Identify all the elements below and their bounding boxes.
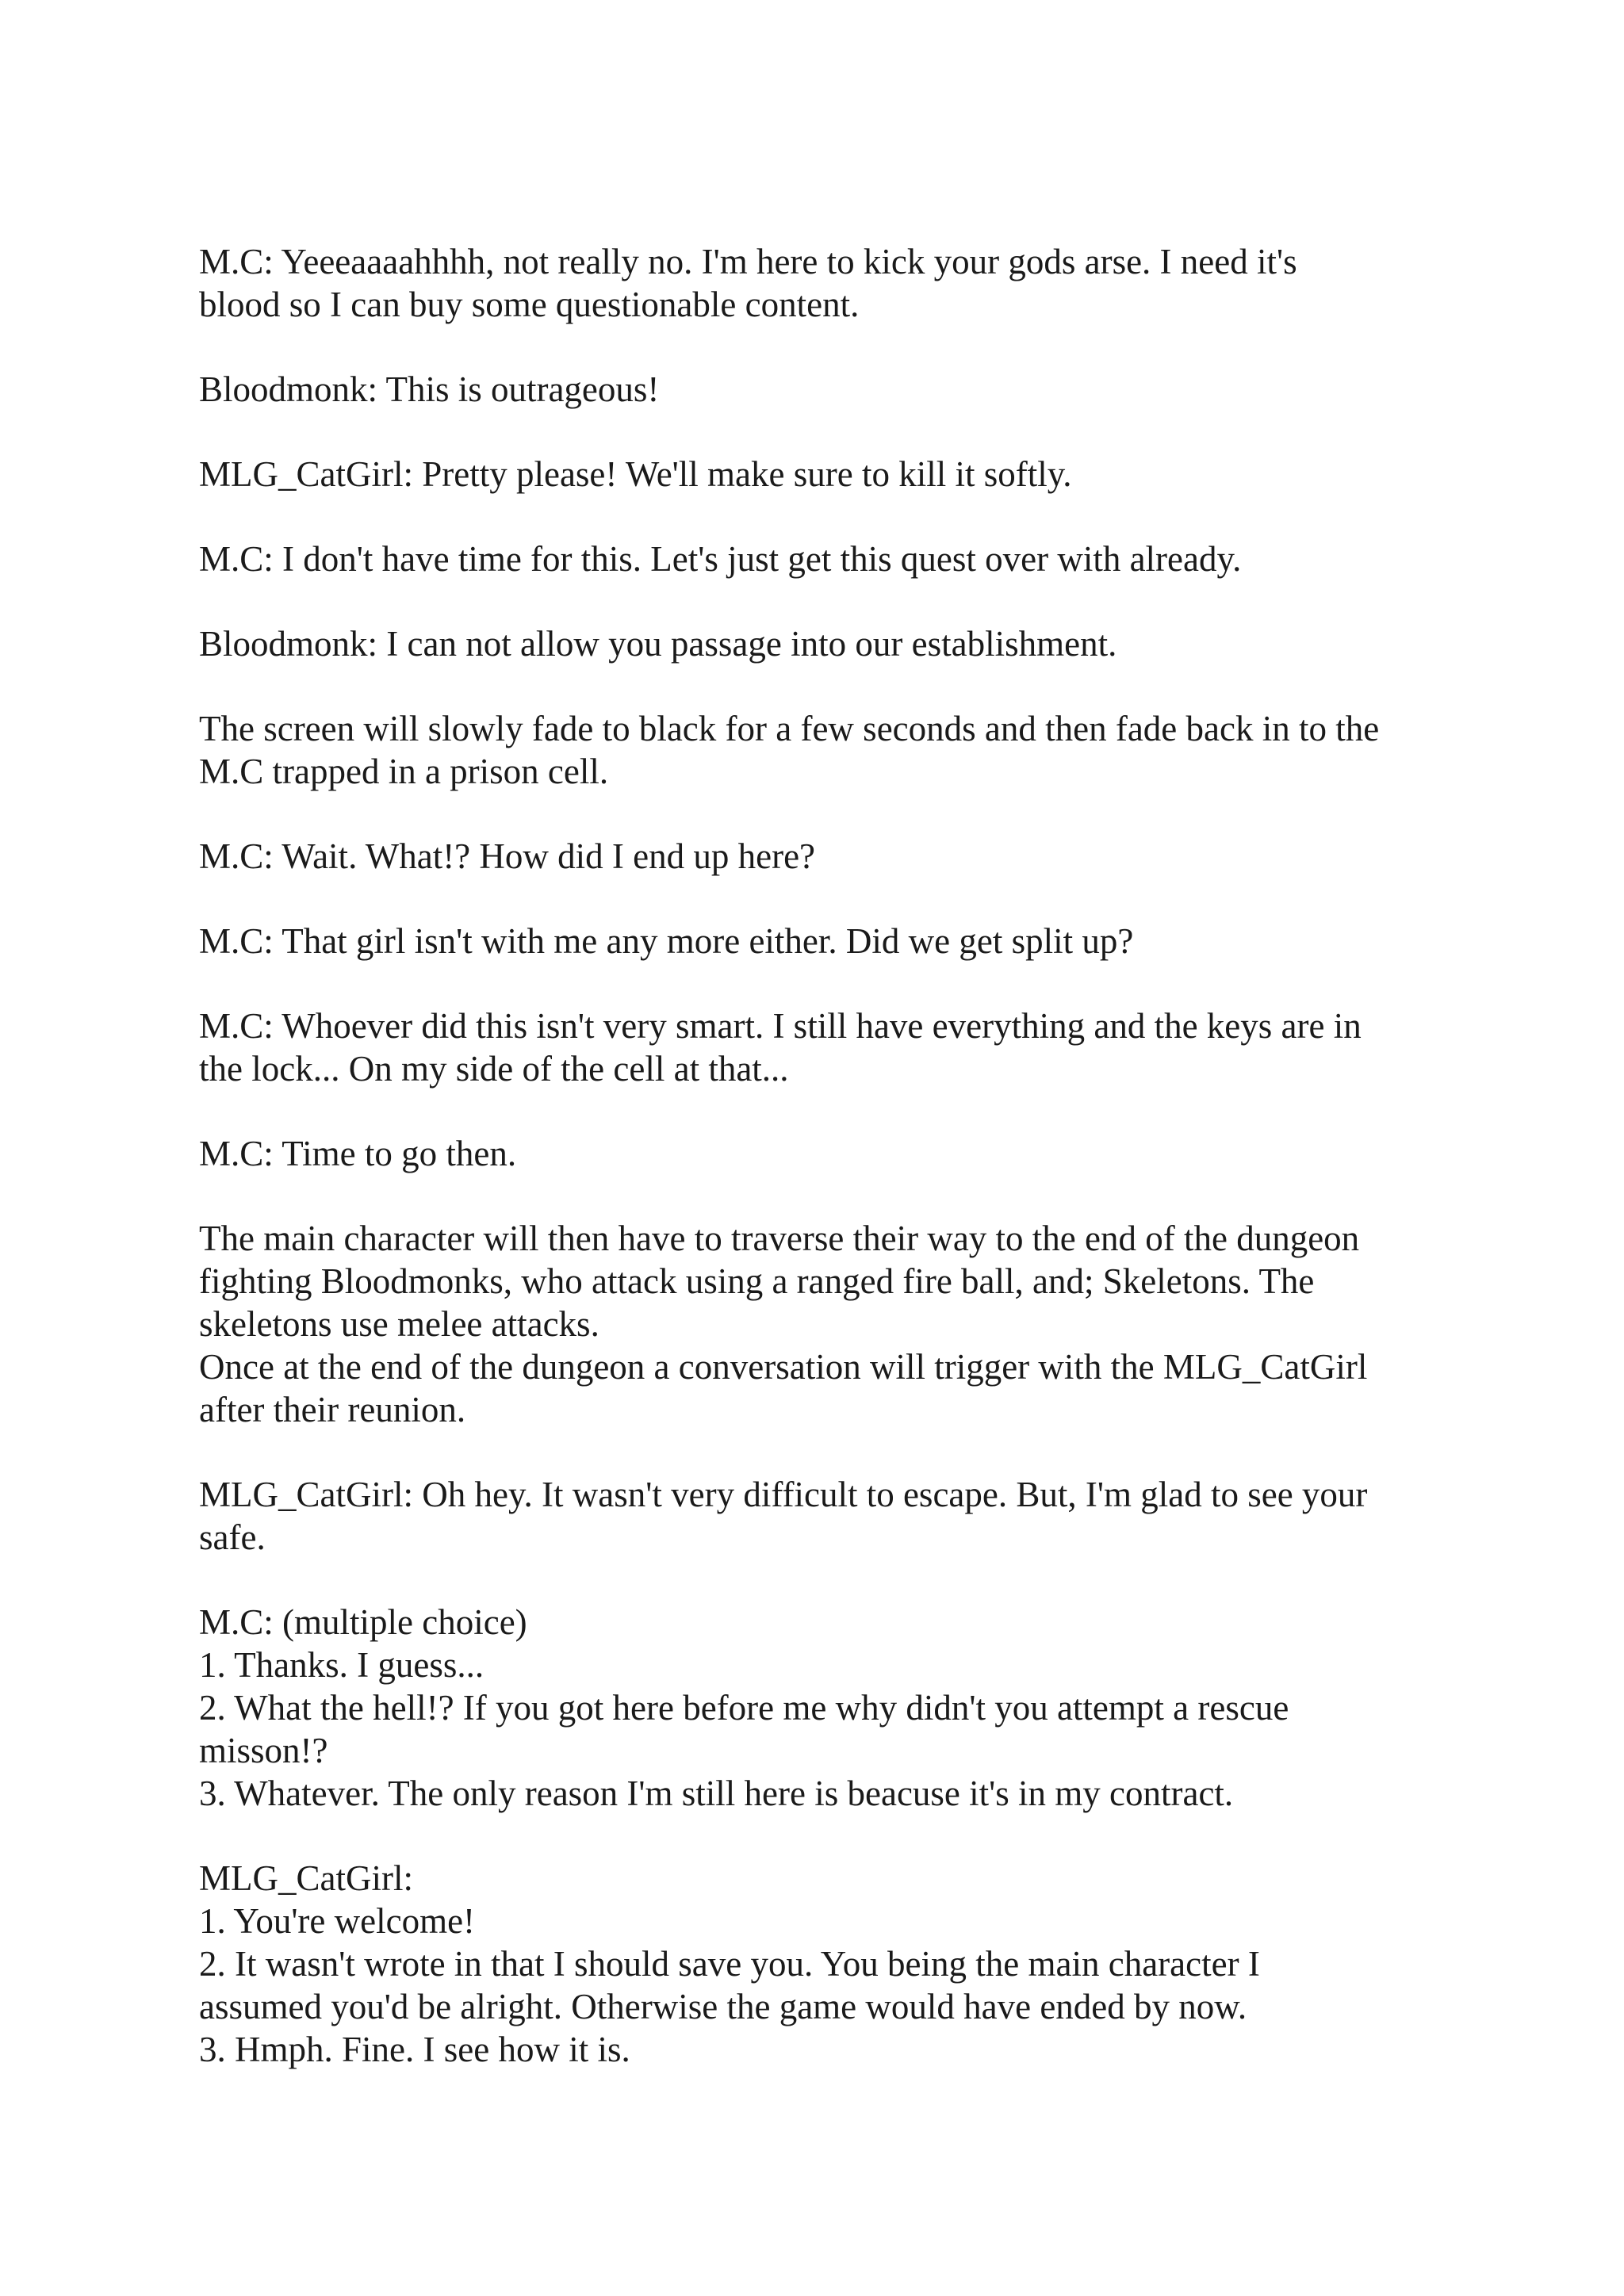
text-line: Bloodmonk: I can not allow you passage into our establishment.: [199, 624, 1117, 664]
text-line: M.C: Time to go then.: [199, 1134, 517, 1173]
text-line: M.C: That girl isn't with me any more either. Did we get split up?: [199, 921, 1134, 961]
paragraph-10: [199, 1132, 1436, 1175]
paragraph-5: [199, 622, 1436, 665]
text-line: The main character will then have to traverse their way to the end of the dungeon: [199, 1219, 1360, 1258]
paragraph-12: [199, 1473, 1436, 1559]
paragraph-8: [199, 920, 1436, 962]
text-line: safe.: [199, 1517, 266, 1557]
paragraph-6: [199, 707, 1436, 793]
paragraph-2: [199, 368, 1436, 411]
text-line: blood so I can buy some questionable content.: [199, 285, 860, 324]
paragraph-7: [199, 835, 1436, 878]
text-line: M.C: (multiple choice): [199, 1602, 527, 1642]
text-line: 1. Thanks. I guess...: [199, 1645, 485, 1685]
paragraph-9: [199, 1004, 1436, 1090]
text-line: Bloodmonk: This is outrageous!: [199, 369, 660, 409]
text-line: misson!?: [199, 1731, 328, 1770]
text-line: 2. It wasn't wrote in that I should save you. You being the main character I: [199, 1944, 1260, 1984]
text-line: after their reunion.: [199, 1390, 466, 1429]
text-line: 3. Whatever. The only reason I'm still here is beacuse it's in my contract.: [199, 1774, 1234, 1813]
text-line: MLG_CatGirl:: [199, 1858, 413, 1898]
document-page: [199, 240, 1436, 2071]
text-line: M.C: Whoever did this isn't very smart. I still have everything and the keys are in: [199, 1006, 1362, 1046]
text-line: MLG_CatGirl: Oh hey. It wasn't very difficult to escape. But, I'm glad to see your: [199, 1475, 1368, 1514]
text-line: skeletons use melee attacks.: [199, 1304, 599, 1344]
text-line: 3. Hmph. Fine. I see how it is.: [199, 2030, 630, 2069]
text-line: 1. You're welcome!: [199, 1901, 476, 1941]
text-line: M.C trapped in a prison cell.: [199, 752, 609, 791]
paragraph-14: [199, 1857, 1436, 2071]
paragraph-11: [199, 1217, 1436, 1431]
text-line: M.C: Yeeeaaaahhhh, not really no. I'm here to kick your gods arse. I need it's: [199, 242, 1297, 281]
paragraph-1: [199, 240, 1436, 326]
text-line: M.C: Wait. What!? How did I end up here?: [199, 836, 816, 876]
text-line: Once at the end of the dungeon a conversation will trigger with the MLG_CatGirl: [199, 1347, 1368, 1387]
paragraph-13: [199, 1601, 1436, 1815]
text-line: 2. What the hell!? If you got here before me why didn't you attempt a rescue: [199, 1688, 1289, 1728]
text-line: MLG_CatGirl: Pretty please! We'll make sure to kill it softly.: [199, 454, 1072, 494]
text-line: assumed you'd be alright. Otherwise the game would have ended by now.: [199, 1987, 1247, 2026]
text-line: the lock... On my side of the cell at that...: [199, 1049, 789, 1089]
text-line: M.C: I don't have time for this. Let's just get this quest over with already.: [199, 539, 1242, 579]
paragraph-3: [199, 453, 1436, 496]
paragraph-4: [199, 538, 1436, 580]
text-line: The screen will slowly fade to black for a few seconds and then fade back in to the: [199, 709, 1380, 748]
text-line: fighting Bloodmonks, who attack using a ranged fire ball, and; Skeletons. The: [199, 1261, 1315, 1301]
